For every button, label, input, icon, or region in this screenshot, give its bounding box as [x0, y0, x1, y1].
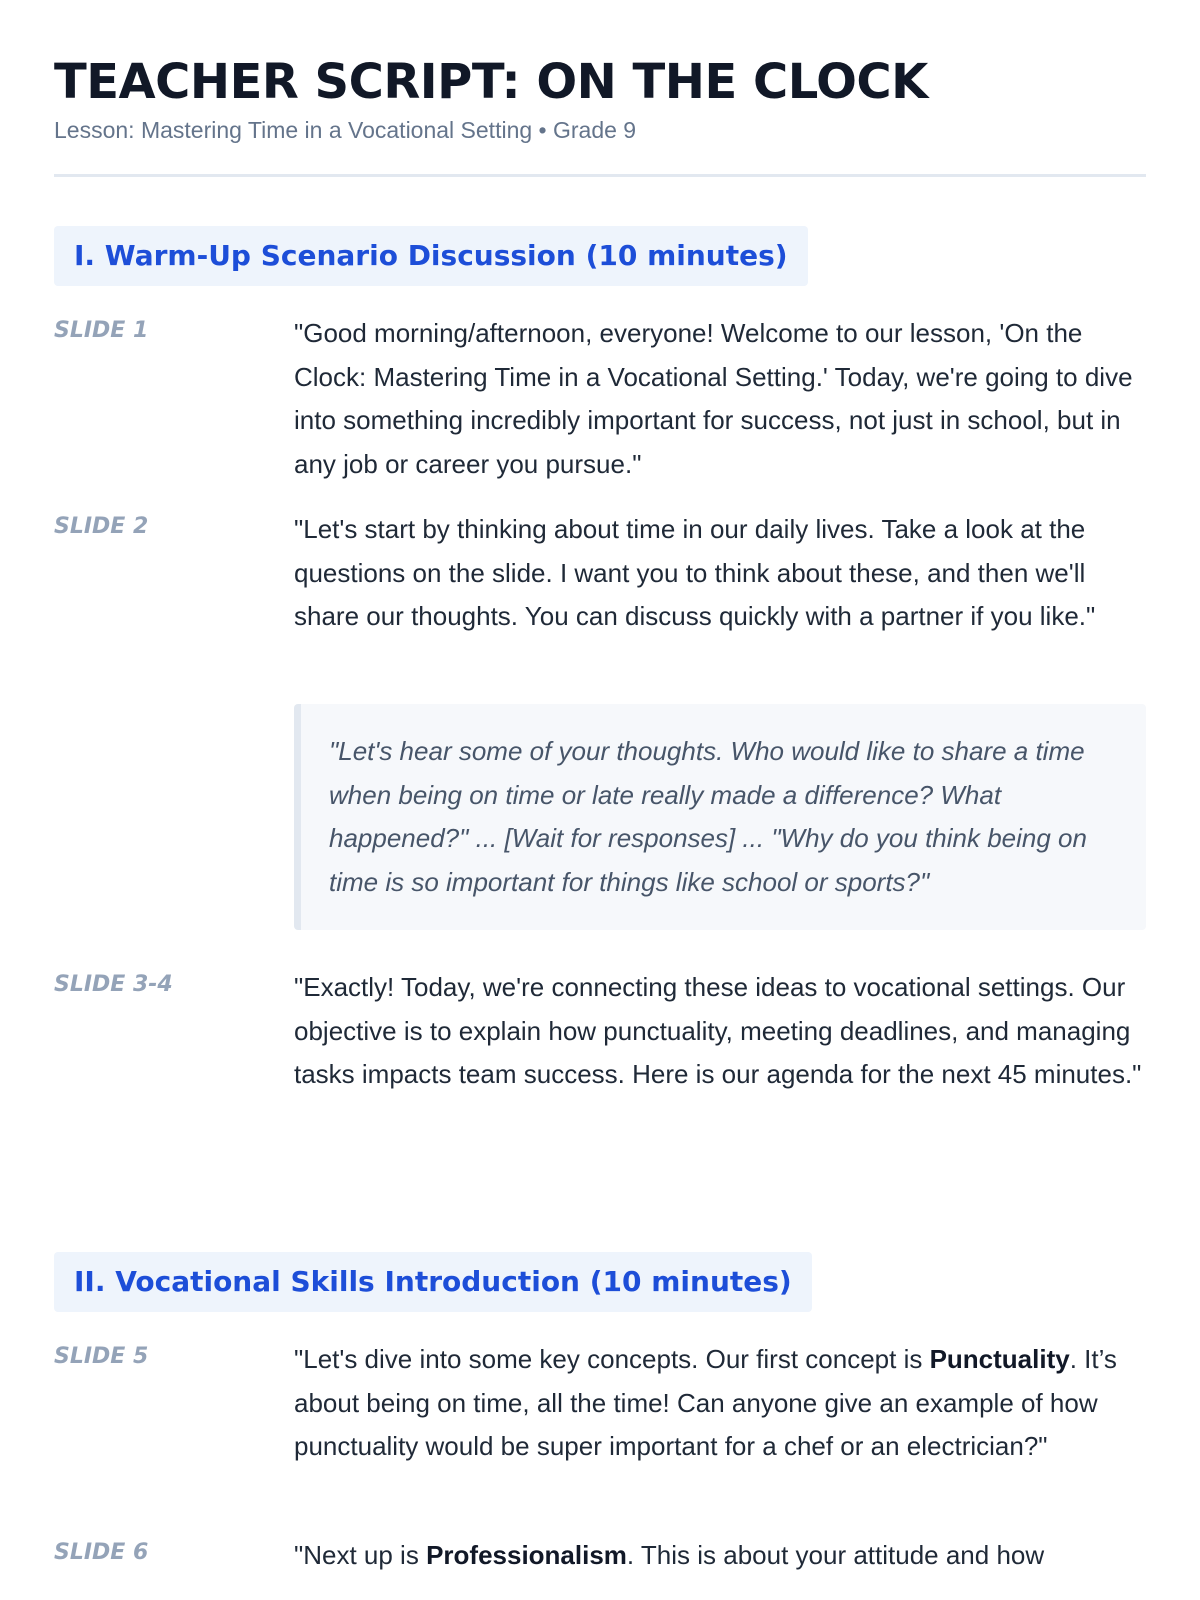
document-subtitle: Lesson: Mastering Time in a Vocational Setting • Grade 9	[54, 117, 637, 143]
slide-script-text	[294, 1338, 1149, 1469]
script-text-before: "Let's dive into some key concepts. Our first concept is	[294, 1344, 930, 1374]
slide-script-text	[294, 1534, 1149, 1578]
script-text-after: . It’s about being on time, all the time! Can anyone give an example of how punctuality would be super important for a chef or an electrician?"	[294, 1344, 1117, 1461]
slide-script-text: "Let's start by thinking about time in our daily lives. Take a look at the questions on the slide. I want you to think about these, and then we'll share our thoughts. You can discuss quickly with a partner if you like."	[294, 514, 1096, 631]
section-heading-vocational-skills: II. Vocational Skills Introduction (10 minutes)	[54, 1252, 812, 1312]
slide-label: SLIDE 2	[54, 514, 149, 539]
script-text-after: . This is about your attitude and how	[626, 1540, 1045, 1570]
slide-label: SLIDE 6	[54, 1540, 149, 1565]
slide-label: SLIDE 3-4	[54, 972, 173, 997]
slide-label: SLIDE 5	[54, 1344, 149, 1369]
section-heading-warm-up: I. Warm-Up Scenario Discussion (10 minutes)	[54, 226, 808, 286]
script-text-before: "Next up is	[294, 1540, 427, 1570]
header-divider	[54, 174, 1146, 177]
slide-script-text: "Good morning/afternoon, everyone! Welcome to our lesson, 'On the Clock: Mastering Time in a Vocational Setting.' Today, we're going to dive into something incredibly important for success, not just in school, but in any job or career you pursue."	[294, 318, 1133, 479]
slide-label: SLIDE 1	[54, 318, 149, 343]
discussion-prompt: "Let's hear some of your thoughts. Who would like to share a time when being on time or late really made a difference? What happened?" ... [Wait for responses] ... "Why do you think being on time is so important for things like school or sports?"	[294, 704, 1146, 930]
document-title: TEACHER SCRIPT: ON THE CLOCK	[54, 54, 928, 110]
key-term-punctuality: Punctuality	[929, 1344, 1070, 1374]
slide-script-text: "Exactly! Today, we're connecting these ideas to vocational settings. Our objective is to explain how punctuality, meeting deadlines, and managing tasks impacts team success. Here is our agenda for the next 45 minutes."	[294, 972, 1142, 1089]
key-term-professionalism: Professionalism	[426, 1540, 627, 1570]
